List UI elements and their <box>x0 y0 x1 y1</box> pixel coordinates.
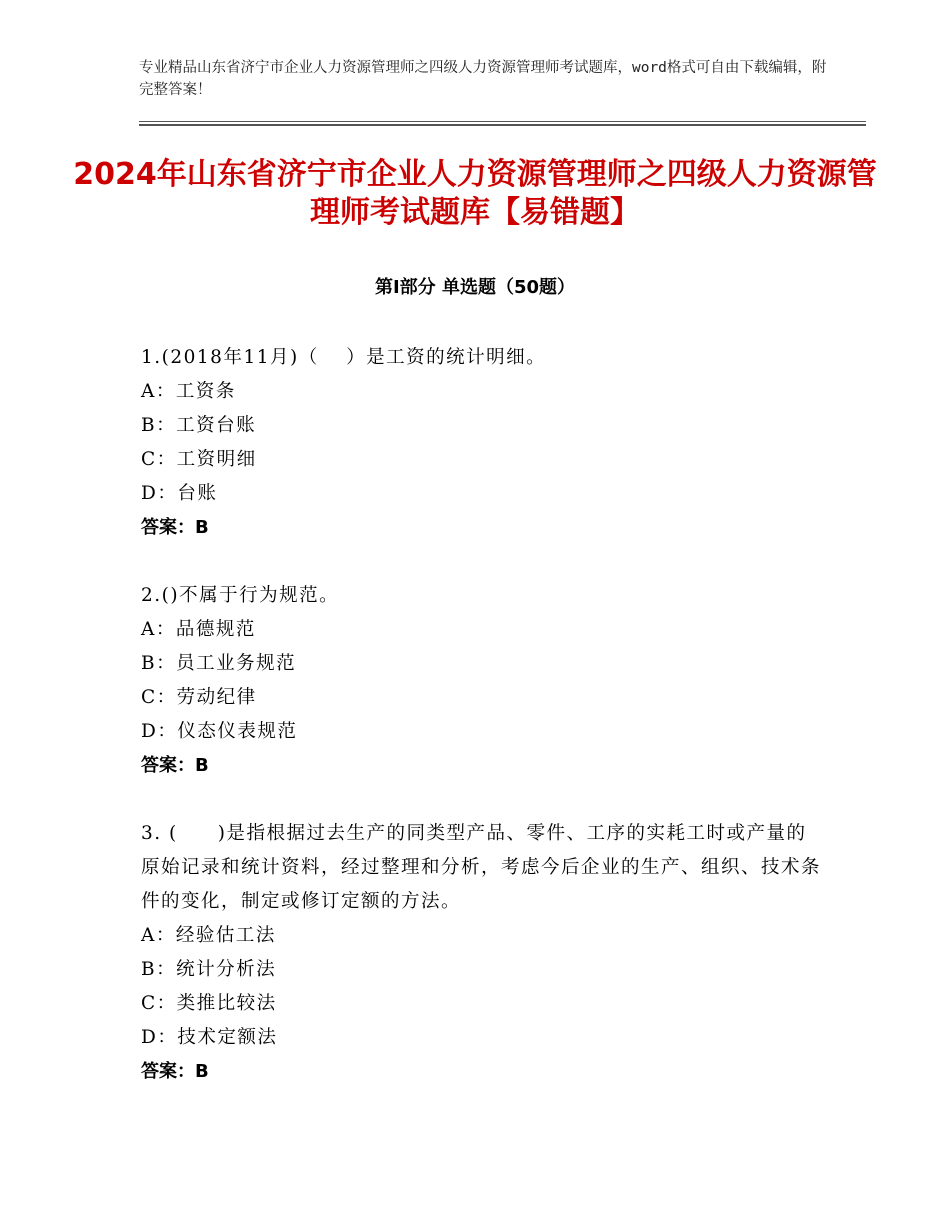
question-list <box>141 341 821 1123</box>
option-d: D：台账 <box>141 483 218 504</box>
question-2 <box>141 579 821 783</box>
option-c: C：劳动纪律 <box>141 687 257 708</box>
option-b: B：员工业务规范 <box>141 653 297 674</box>
option-b: B：统计分析法 <box>141 959 277 980</box>
header-divider-thick <box>139 124 866 126</box>
document-title: 2024年山东省济宁市企业人力资源管理师之四级人力资源管理师考试题库【易错题】 <box>73 157 877 230</box>
option-a: A：品德规范 <box>141 619 256 640</box>
question-1 <box>141 341 821 545</box>
option-a: A：经验估工法 <box>141 925 276 946</box>
question-stem: 3. ( )是指根据过去生产的同类型产品、零件、工序的实耗工时或产量的原始记录和统计资料，经过整理和分析，考虑今后企业的生产、组织、技术条件的变化，制定或修订定额的方法。 <box>141 823 822 912</box>
answer: 答案：B <box>141 517 209 538</box>
header-note: 专业精品山东省济宁市企业人力资源管理师之四级人力资源管理师考试题库，word格式可自由下载编辑，附完整答案！ <box>139 60 827 98</box>
header-divider-thin <box>139 121 866 122</box>
option-b: B：工资台账 <box>141 415 257 436</box>
option-c: C：工资明细 <box>141 449 257 470</box>
option-d: D：技术定额法 <box>141 1027 278 1048</box>
answer: 答案：B <box>141 755 209 776</box>
option-c: C：类推比较法 <box>141 993 277 1014</box>
answer: 答案：B <box>141 1061 209 1082</box>
section-title: 第Ⅰ部分 单选题（50题） <box>374 277 575 298</box>
option-a: A：工资条 <box>141 381 236 402</box>
question-3 <box>141 817 821 1089</box>
question-stem: 1.(2018年11月)（ ）是工资的统计明细。 <box>141 347 547 368</box>
question-stem: 2.()不属于行为规范。 <box>141 585 340 606</box>
option-d: D：仪态仪表规范 <box>141 721 298 742</box>
